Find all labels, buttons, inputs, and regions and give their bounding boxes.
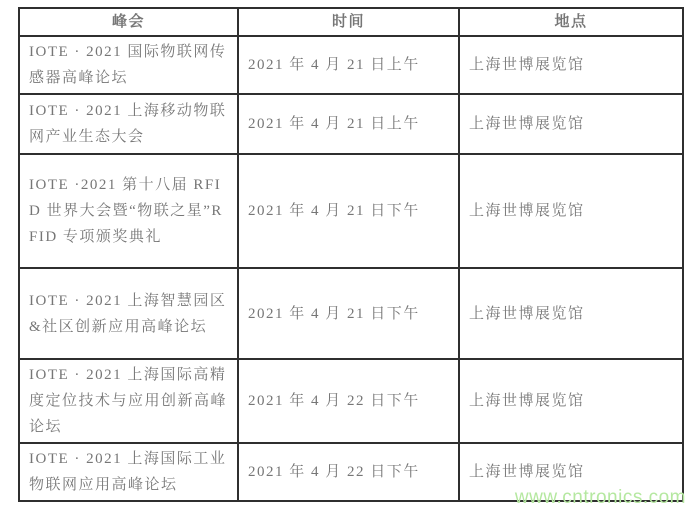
table-row (19, 154, 683, 268)
cell-time: 2021 年 4 月 21 日下午 (238, 154, 459, 268)
column-header-time: 时间 (238, 8, 459, 36)
cell-location: 上海世博展览馆 (459, 268, 683, 359)
header-row (19, 8, 683, 36)
cell-location: 上海世博展览馆 (459, 443, 683, 501)
cell-summit: IOTE · 2021 上海移动物联网产业生态大会 (19, 94, 238, 154)
cell-summit: IOTE ·2021 第十八届 RFID 世界大会暨“物联之星”RFID 专项颁奖典礼 (19, 154, 238, 268)
cell-time: 2021 年 4 月 22 日下午 (238, 359, 459, 443)
table-row (19, 359, 683, 443)
cell-location: 上海世博展览馆 (459, 359, 683, 443)
schedule-table (18, 7, 684, 502)
watermark: www.cntronics.com (514, 487, 686, 508)
cell-location: 上海世博展览馆 (459, 36, 683, 94)
cell-time: 2021 年 4 月 22 日下午 (238, 443, 459, 501)
cell-summit: IOTE · 2021 上海国际高精度定位技术与应用创新高峰论坛 (19, 359, 238, 443)
column-header-summit: 峰会 (19, 8, 238, 36)
cell-location: 上海世博展览馆 (459, 94, 683, 154)
table-row (19, 94, 683, 154)
cell-summit: IOTE · 2021 上海国际工业物联网应用高峰论坛 (19, 443, 238, 501)
column-header-location: 地点 (459, 8, 683, 36)
cell-location: 上海世博展览馆 (459, 154, 683, 268)
cell-time: 2021 年 4 月 21 日上午 (238, 36, 459, 94)
cell-summit: IOTE · 2021 国际物联网传感器高峰论坛 (19, 36, 238, 94)
cell-summit: IOTE · 2021 上海智慧园区&社区创新应用高峰论坛 (19, 268, 238, 359)
table-row (19, 268, 683, 359)
cell-time: 2021 年 4 月 21 日上午 (238, 94, 459, 154)
table-row (19, 36, 683, 94)
cell-time: 2021 年 4 月 21 日下午 (238, 268, 459, 359)
